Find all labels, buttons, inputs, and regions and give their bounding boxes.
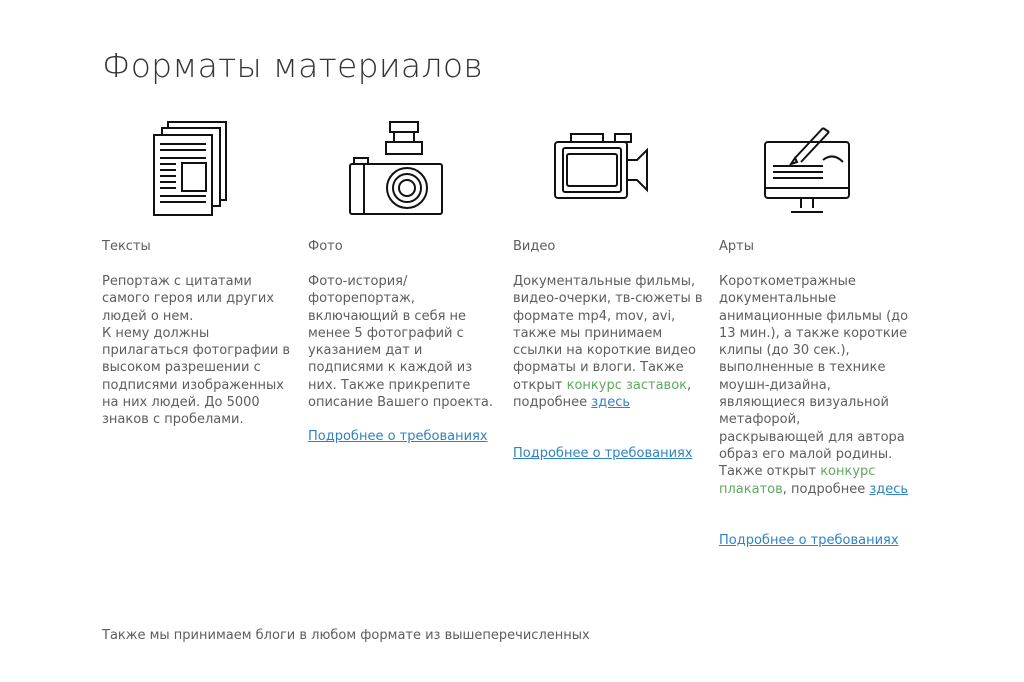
page-title: Форматы материалов xyxy=(102,46,483,85)
description-text-tail: , подробнее xyxy=(782,481,870,497)
format-card-photo xyxy=(308,120,498,446)
format-description: Фото-история/ фоторепортаж, включающий в себя не менее 5 фотографий с указанием дат и подписями к каждой из них. Также прикрепите описание Вашего проекта. xyxy=(308,274,494,411)
requirements-link-video[interactable]: Подробнее о требованиях xyxy=(513,446,693,462)
format-title: Тексты xyxy=(102,239,151,254)
newspaper-icon xyxy=(102,120,292,220)
format-title: Фото xyxy=(308,239,343,254)
requirements-link-photo[interactable]: Подробнее о требованиях xyxy=(308,429,488,445)
description-text: Документальные фильмы, видео-очерки, тв-сюжеты в формате mp4, mov, avi, также мы принимаем ссылки на короткие видео форматы и влоги. Также открыт xyxy=(513,274,703,393)
camera-icon xyxy=(308,120,498,220)
video-camera-icon xyxy=(513,120,703,220)
contest-label: конкурс заставок xyxy=(566,377,688,393)
format-description xyxy=(513,273,703,411)
drawing-monitor-icon xyxy=(719,120,909,220)
contest-label: конкурс плакатов xyxy=(719,464,876,497)
description-text-tail: , подробнее xyxy=(513,377,692,411)
details-here-link-arts[interactable]: здесь xyxy=(869,481,909,497)
footer-note: Также мы принимаем блоги в любом формате из вышеперечисленных xyxy=(102,628,590,643)
format-title: Видео xyxy=(513,239,556,254)
format-title: Арты xyxy=(719,239,754,254)
description-text: Короткометражные документальные анимационные фильмы (до 13 мин.), а также короткие клипы (до 30 сек.), выполненные в технике моушн-дизайна, являющиеся визуальной метафорой, раскрывающей для автора образ его малой родины. Также открыт xyxy=(719,274,909,480)
details-here-link-video[interactable]: здесь xyxy=(591,395,631,411)
format-description xyxy=(102,273,292,429)
format-card-video xyxy=(513,120,703,463)
format-card-texts xyxy=(102,120,292,429)
description-part-1: Репортаж с цитатами самого героя или других людей о нем. xyxy=(102,274,275,324)
description-part-2: К нему должны прилагаться фотографии в высоком разрешении с подписями изображенных на них людей. До 5000 знаков с пробелами. xyxy=(102,325,291,428)
format-card-arts xyxy=(719,120,909,549)
requirements-link-arts[interactable]: Подробнее о требованиях xyxy=(719,532,899,548)
format-description xyxy=(719,273,909,498)
